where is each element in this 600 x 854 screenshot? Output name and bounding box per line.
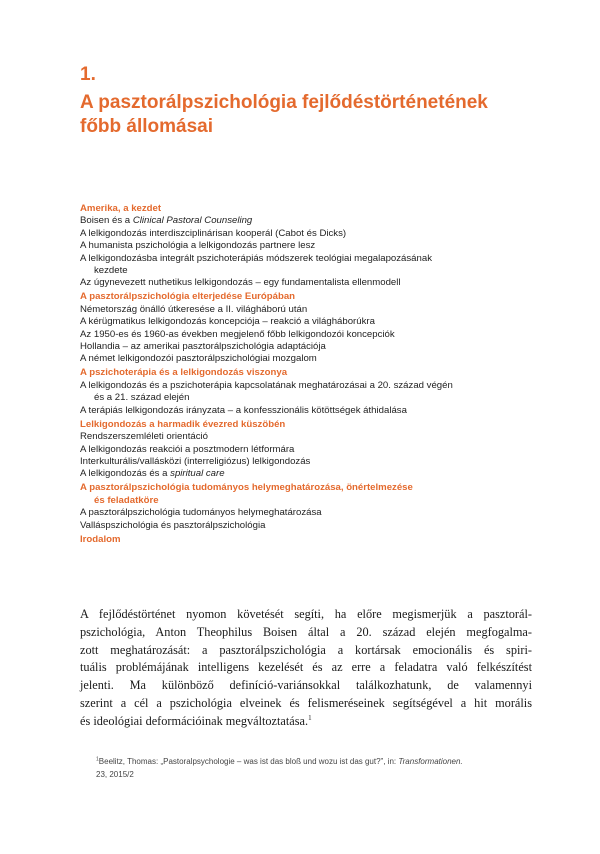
toc-item[interactable] [80, 341, 540, 353]
toc-section-title[interactable] [80, 534, 540, 546]
toc-section [80, 534, 540, 546]
toc-section [80, 482, 540, 532]
toc-section-title-text: Lelkigondozás a harmadik évezred küszöbén [80, 418, 286, 430]
toc-section-title-continuation: és feladatköre [94, 494, 159, 506]
chapter-title-line: főbb állomásai [80, 116, 214, 137]
footnote-mark: 1 [96, 756, 99, 763]
paragraph-line: tuális problémájának intelligens kezelését és az erre a feladatra való felkészítést [80, 660, 532, 675]
toc-section [80, 291, 540, 365]
toc-item[interactable] [80, 520, 540, 532]
toc-section-title-text: A pasztorálpszichológia elterjedése Európában [80, 291, 296, 303]
toc-section-title[interactable] [80, 367, 540, 379]
toc-item-text: A terápiás lelkigondozás irányzata – a konfesszionális kötöttségek áthidalása [80, 404, 407, 416]
toc-item[interactable] [80, 468, 540, 480]
toc-item-italic: Clinical Pastoral Counseling [132, 215, 253, 227]
body-paragraph [80, 606, 532, 731]
toc-item-text: Hollandia – az amerikai pasztorálpszichológia adaptációja [80, 341, 326, 353]
toc-item-continuation: és a 21. század elején [94, 392, 190, 404]
toc-item[interactable] [80, 507, 540, 519]
footnote-reference[interactable]: 1 [308, 713, 312, 722]
toc-item[interactable] [80, 316, 540, 328]
toc-item[interactable] [80, 240, 540, 252]
toc-section [80, 203, 540, 290]
paragraph-line: pszichológia, Anton Theophilus Boisen által a 20. század elején megfogalma- [80, 624, 532, 639]
toc-item[interactable] [80, 329, 540, 341]
toc-item[interactable] [80, 444, 540, 456]
toc-section-title-text: Irodalom [80, 533, 121, 545]
toc-section [80, 367, 540, 417]
chapter-number: 1. [80, 64, 96, 85]
footnote-text: Beelitz, Thomas: „Pastoralpsychologie – was ist das bloß und wozu ist das gut?”, in: [98, 757, 399, 766]
toc-item-text: Valláspszichológia és pasztorálpszichológia [80, 519, 266, 531]
footnote-journal: Transformationen. [398, 757, 463, 766]
toc-item-text: A lelkigondozásba integrált pszichoterápiás módszerek teológiai megalapozásának [80, 252, 432, 264]
toc-item-text: Németország önálló útkeresése a II. világháború után [80, 303, 308, 315]
toc-item-text: A pasztorálpszichológia tudományos helymeghatározása [80, 507, 322, 519]
toc-item-text: Boisen és a [80, 215, 133, 227]
toc-section-title-text: Amerika, a kezdet [80, 203, 162, 214]
toc-item-text: Az úgynevezett nuthetikus lelkigondozás – egy fundamentalista ellenmodell [80, 277, 401, 289]
toc-item-text: A lelkigondozás reakciói a posztmodern létformára [80, 443, 295, 455]
toc-item[interactable] [80, 228, 540, 240]
paragraph-line: jelenti. Ma különböző definíció-variánsokkal találkozhatunk, de valamennyi [80, 678, 532, 693]
toc-item-text: Interkulturális/vallásközi (interreligiózus) lelkigondozás [80, 455, 311, 467]
paragraph-line [80, 713, 532, 731]
toc-item-text: A kérügmatikus lelkigondozás koncepciója – reakció a világháborúkra [80, 316, 375, 328]
footnote [96, 756, 536, 781]
toc-section-title-text: A pasztorálpszichológia tudományos helymeghatározása, önértelmezése [80, 482, 413, 494]
toc-item-text: A lelkigondozás és a [80, 468, 171, 480]
toc-item[interactable] [80, 253, 540, 278]
toc-item[interactable] [80, 456, 540, 468]
toc-section-title[interactable] [80, 482, 540, 507]
toc-item[interactable] [80, 277, 540, 289]
table-of-contents [80, 203, 540, 548]
toc-item-text: A német lelkigondozói pasztorálpszichológiai mozgalom [80, 353, 317, 365]
footnote-line [96, 756, 536, 769]
toc-item-text: A lelkigondozás és a pszichoterápia kapcsolatának meghatározásai a 20. század végén [80, 379, 453, 391]
paragraph-line: zott meghatározását: a pasztorálpszichológia a kortársak emocionális és spiri- [80, 642, 532, 657]
toc-section-title[interactable] [80, 203, 540, 215]
paragraph-line: A fejlődéstörténet nyomon követését segíti, ha előre megismerjük a pasztorál- [80, 607, 532, 621]
toc-section [80, 419, 540, 481]
toc-item-text: Rendszerszemléleti orientáció [80, 431, 208, 443]
toc-section-title-text: A pszichoterápia és a lelkigondozás viszonya [80, 367, 288, 379]
footnote-line: 23, 2015/2 [96, 769, 134, 779]
toc-item-italic: spiritual care [170, 468, 225, 480]
chapter-title-line: A pasztorálpszichológia fejlődéstörténetének [80, 92, 488, 113]
toc-section-title[interactable] [80, 419, 540, 431]
toc-item-text: Az 1950-es és 1960-as években megjelenő főbb lelkigondozói koncepciók [80, 328, 395, 340]
toc-item[interactable] [80, 215, 540, 227]
toc-section-title[interactable] [80, 291, 540, 303]
toc-item[interactable] [80, 353, 540, 365]
toc-item[interactable] [80, 380, 540, 405]
toc-item[interactable] [80, 431, 540, 443]
chapter-title [80, 91, 540, 139]
toc-item-continuation: kezdete [94, 265, 128, 277]
paragraph-line-text: és ideológiai deformációinak megváltoztatása. [80, 713, 309, 728]
toc-item[interactable] [80, 304, 540, 316]
toc-item[interactable] [80, 405, 540, 417]
toc-item-text: A lelkigondozás interdiszciplinárisan kooperál (Cabot és Dicks) [80, 227, 347, 239]
paragraph-line: szerint a cél a pszichológia elveinek és felismeréseinek segítségével a hit morális [80, 695, 532, 710]
toc-item-text: A humanista pszichológia a lelkigondozás partnere lesz [80, 240, 316, 252]
